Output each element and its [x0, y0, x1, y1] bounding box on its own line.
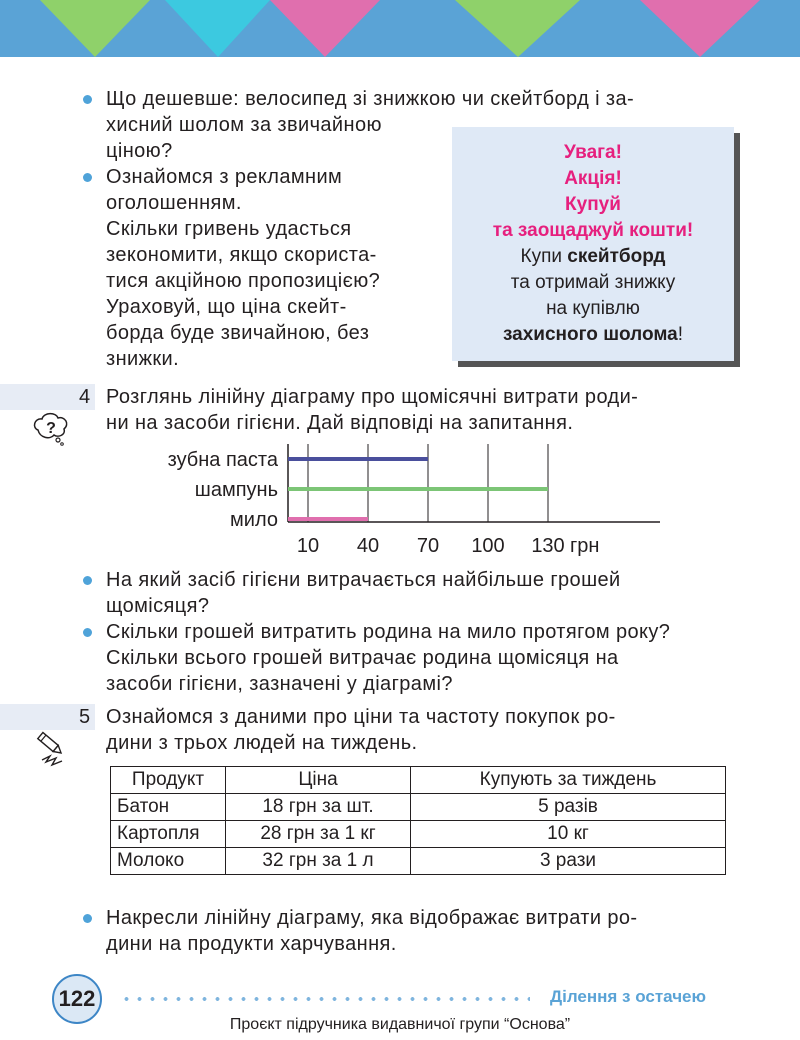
text-line: Що дешевше: велосипед зі знижкою чи скейтборд і за- [106, 88, 635, 110]
table-cell: 28 грн за 1 кг [226, 821, 411, 848]
text-line: хисний шолом за звичайною [106, 114, 382, 136]
promo-line: на купівлю [546, 298, 640, 319]
banner-triangle [165, 0, 270, 57]
bullet [83, 173, 92, 182]
table-cell: Картопля [111, 821, 226, 848]
text-line: дини з трьох людей на тиждень. [106, 732, 418, 754]
category-label: зубна паста [167, 449, 278, 471]
prices-table [110, 766, 726, 875]
tick-label: 70 [416, 535, 440, 557]
promo-line: Увага! [564, 142, 622, 163]
footer-credit: Проєкт підручника видавничої групи “Основа” [229, 1016, 571, 1033]
table-cell: 3 рази [411, 848, 726, 875]
text-line: Скільки грошей витратить родина на мило протягом року? [106, 621, 671, 643]
text-line: Скільки гривень удасться [106, 218, 352, 240]
text-line: Ознайомся з даними про ціни та частоту покупок ро- [106, 706, 616, 728]
text-line: ни на засоби гігієни. Дай відповіді на запитання. [106, 412, 574, 434]
text-line: дини на продукти харчування. [106, 933, 397, 955]
promo-line [452, 244, 734, 270]
text-line: зекономити, якщо скориста- [106, 244, 377, 266]
tick-label: 10 [296, 535, 320, 557]
text-line: борда буде звичайною, без [106, 322, 370, 344]
table-cell: 5 разів [411, 794, 726, 821]
text-line: Ознайомся з рекламним [106, 166, 343, 188]
promo-line [452, 322, 734, 348]
banner-triangle [40, 0, 150, 57]
table-row [111, 794, 726, 821]
promo-bold-text: скейтборд [567, 246, 666, 267]
pencil-icon [34, 730, 70, 770]
text-line: Накресли лінійну діаграму, яка відображає витрати ро- [106, 907, 638, 929]
bullet [83, 95, 92, 104]
unit-label: грн [570, 535, 600, 557]
banner-triangle [640, 0, 760, 57]
text-line: Ураховуй, що ціна скейт- [106, 296, 347, 318]
tick-label: 130 [531, 535, 565, 557]
text-line: На який засіб гігієни витрачається найбільше грошей [106, 569, 621, 591]
table-header: Продукт [111, 767, 226, 794]
dotted-rule [120, 997, 530, 1001]
table-cell: 32 грн за 1 л [226, 848, 411, 875]
bullet [83, 628, 92, 637]
text-line: Розглянь лінійну діаграму про щомісячні витрати роди- [106, 386, 639, 408]
table-row [111, 848, 726, 875]
task-number: 5 [79, 706, 91, 728]
table-cell: Молоко [111, 848, 226, 875]
banner-triangles [0, 0, 800, 57]
table-header-row [111, 767, 726, 794]
promo-text: ! [677, 324, 683, 345]
text-line: знижки. [106, 348, 180, 370]
tick-label: 100 [471, 535, 505, 557]
promo-line: та заощаджуй кошти! [492, 220, 694, 241]
task-number: 4 [79, 386, 91, 408]
promo-bold-text: захисного шолома [502, 324, 678, 345]
promo-line: та отримай знижку [510, 272, 676, 293]
table-row [111, 821, 726, 848]
text-line: Скільки всього грошей витрачає родина щомісяця на [106, 647, 619, 669]
promo-line: Акція! [564, 168, 622, 189]
text-line: оголошенням. [106, 192, 242, 214]
table-cell: 10 кг [411, 821, 726, 848]
text-line: тися акційною пропозицією? [106, 270, 381, 292]
page-number: 122 [52, 974, 102, 1024]
table-cell: 18 грн за шт. [226, 794, 411, 821]
text-line: засоби гігієни, зазначені у діаграмі? [106, 673, 453, 695]
top-banner [0, 0, 800, 57]
category-label: шампунь [194, 479, 278, 501]
table-header: Ціна [226, 767, 411, 794]
line-diagram [0, 440, 800, 565]
tick-label: 40 [356, 535, 380, 557]
category-label: мило [230, 509, 278, 531]
table-header: Купують за тиждень [411, 767, 726, 794]
bullet [83, 576, 92, 585]
table-cell: Батон [111, 794, 226, 821]
text-line: ціною? [106, 140, 173, 162]
promo-line: Купуй [565, 194, 621, 215]
banner-triangle [455, 0, 580, 57]
banner-triangle [270, 0, 380, 57]
promo-box [452, 127, 734, 361]
section-title: Ділення з остачею [550, 987, 707, 1006]
text-line: щомісяця? [106, 595, 210, 617]
svg-text:?: ? [46, 420, 56, 437]
bullet [83, 914, 92, 923]
promo-text: Купи [520, 246, 568, 267]
